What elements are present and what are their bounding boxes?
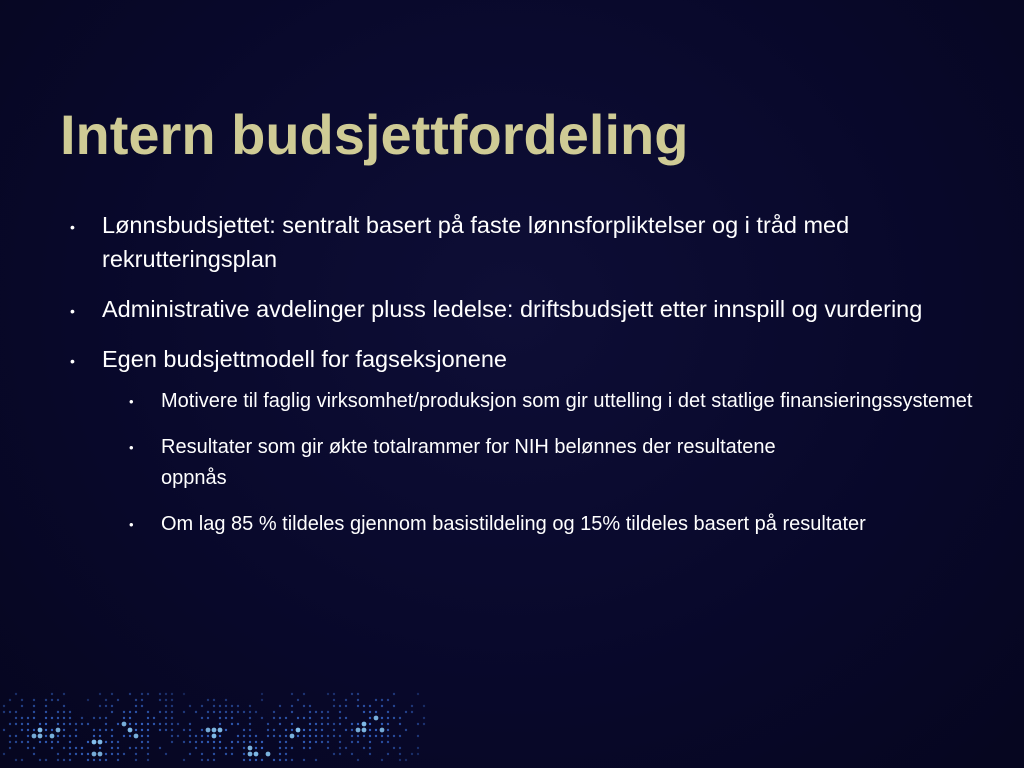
sub-bullet-text: Motivere til faglig virksomhet/produksjon som gir uttelling i det statlige finansieringssystemet [161,390,973,412]
bullet-item [68,342,968,376]
dot-pattern-decoration [0,690,430,768]
bullet-item [68,208,968,276]
bullet-text: Egen budsjettmodell for fagseksjonene [102,346,507,372]
bullet-dot-icon: • [70,353,75,369]
bullet-dot-icon: • [70,303,75,319]
slide-title: Intern budsjettfordeling [60,103,689,166]
bullet-text: Lønnsbudsjettet: sentralt basert på faste lønnsforpliktelser og i tråd med rekrutteringsplan [102,212,850,272]
bullet-dot-icon: • [70,219,75,235]
bullet-dot-icon: • [129,394,134,409]
bullet-item [68,292,962,326]
bullet-dot-icon: • [129,517,134,532]
bullet-dot-icon: • [129,440,134,455]
sub-bullet-item [127,386,981,417]
bullet-list [68,208,973,555]
sub-bullet-text: Om lag 85 % tildeles gjennom basistildeling og 15% tildeles basert på resultater [161,513,866,535]
sub-bullet-text: Resultater som gir økte totalrammer for NIH belønnes der resultatene oppnås [161,436,776,489]
bullet-text: Administrative avdelinger pluss ledelse: driftsbudsjett etter innspill og vurdering [102,296,923,322]
sub-bullet-item [127,509,921,540]
sub-bullet-item [127,432,841,494]
